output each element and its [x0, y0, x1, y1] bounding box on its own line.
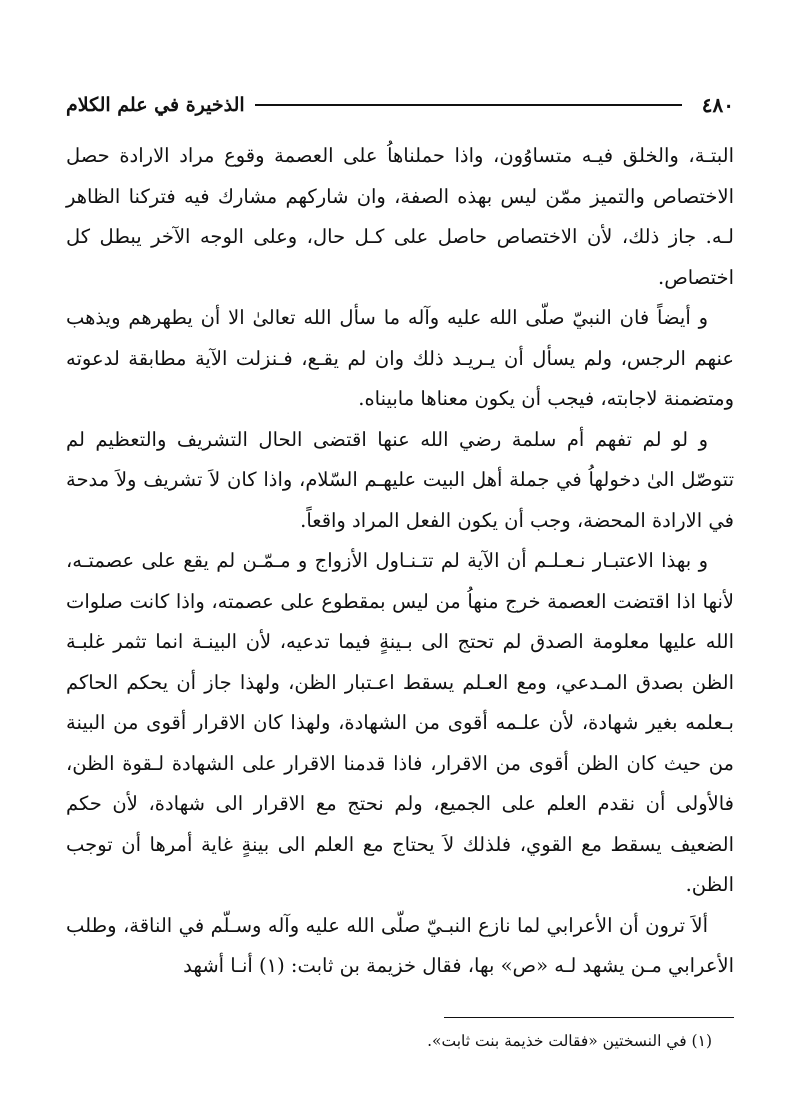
- book-page: [66, 88, 734, 1054]
- paragraph-4: و بهذا الاعتبـار نـعـلـم أن الآية لم تتـنـاول الأزواج و مـمّـن لم يقع على عصمتـه، لأنها اذا اقتضت العصمة خرج منهاُ من ليس بمقطوع على عصمته، واذا كانت صلوات الله عليها معلومة الصدق لم تحتج الى بـينةٍ فيما تدعيه، لأن البينـة انما تثمر غلبـة الظن بصدق المـدعي، ومع العـلم يسقط اعـتبار الظن، ولهذا جاز أن يحكم الحاكم بـعلمه بغير شهادة، لأن علـمه أقوى من الشهادة، ولهذا كان الاقرار أقوى من البينة من حيث كان الظن أقوى من الاقرار، فاذا قدمنا الاقرار على الشهادة لـقوة الظن، فالأولى أن نقدم العلم على الجميع، ولم نحتج مع الاقرار الى شهادة، لأن حكم الضعيف يسقط مع القوي، فلذلك لاَ يحتاج مع العلم الى بينةٍ غاية أمرها أن توجب الظن.: [66, 549, 734, 896]
- paragraph-3: و لو لم تفهم أم سلمة رضي الله عنها اقتضى الحال التشريف والتعظيم لم تتوصّل الىٰ دخولهاُ في جملة أهل البيت عليهـم السّلام، واذا كان لاَ تشريف ولاَ مدحة في الارادة المحضة، وجب أن يكون الفعل المراد واقعاً.: [66, 427, 734, 532]
- body-text: [66, 136, 734, 987]
- paragraph-1: البتـة، والخلق فيـه متساوُون، واذا حملناهاُ على العصمة وقوع مراد الارادة حصل الاختصاص والتميز ممّن ليس بهذه الصفة، وان شاركهم مشارك فيه فتركنا الظاهر لـه. جاز ذلك، لأن الاختصاص حاصل على كـل حال، وعلى الوجه الآخر يبطل كل اختصاص.: [66, 144, 734, 289]
- paragraph-2: و أيضاً فان النبيّ صلّى الله عليه وآله ما سأل الله تعالىٰ الا أن يطهرهم ويذهب عنهم الرجس، ولم يسأل أن يـريـد ذلك وان لم يقـع، فـنزلت الآية مطابقة لدعوته ومتضمنة لاجابته، فيجب أن يكون معناها مابيناه.: [66, 306, 734, 410]
- footnote-rule: [444, 1017, 734, 1018]
- running-title: الذخيرة في علم الكلام: [66, 94, 245, 116]
- page-number: ٤٨٠: [701, 93, 734, 117]
- paragraph-5: ألاَ ترون أن الأعرابي لما نازع النبـيّ صلّى الله عليه وآله وسـلّم في الناقة، وطلب الأعرابي مـن يشهد لـه «ص» بها، فقال خزيمة بن ثابت: (١) أنـا أشهد: [66, 913, 734, 977]
- footnote: (١) في النسختين «فقالت خذيمة بنت ثابت».: [427, 1031, 712, 1050]
- page-header: [66, 88, 734, 122]
- header-rule: [255, 104, 682, 106]
